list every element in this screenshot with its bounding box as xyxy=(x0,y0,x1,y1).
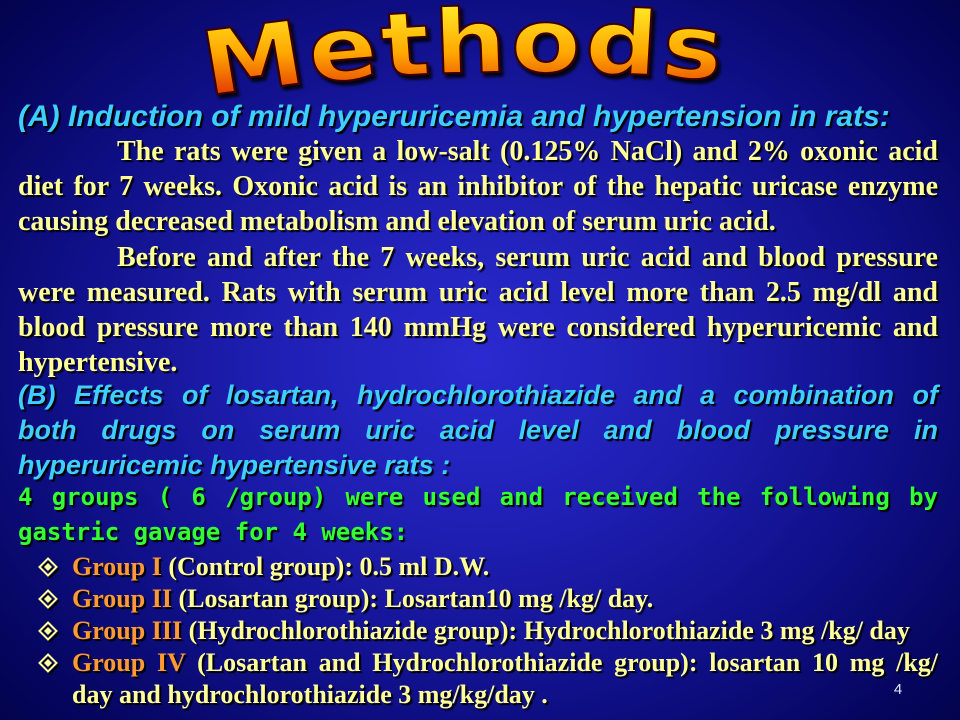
group-label: Group III xyxy=(72,616,183,645)
group-line xyxy=(72,583,938,615)
group-text xyxy=(72,551,938,583)
group-line xyxy=(72,647,938,679)
paragraph-line: diet for 7 weeks. Oxonic acid is an inhibitor of the hepatic uricase enzyme xyxy=(18,171,938,202)
slide-number: 4 xyxy=(893,681,903,698)
paragraph-line: were measured. Rats with serum uric acid level more than 2.5 mg/dl and xyxy=(18,277,938,308)
groups-intro xyxy=(18,480,938,550)
paragraph-line: The rats were given a low-salt (0.125% NaCl) and 2% oxonic acid xyxy=(117,136,938,167)
paragraph-line: hypertensive. xyxy=(18,347,178,378)
heading-line: (B) Effects of losartan, hydrochlorothiazide and a combination of xyxy=(18,380,938,410)
group-line xyxy=(72,615,938,647)
heading-line: both drugs on serum uric acid level and blood pressure in xyxy=(18,415,938,445)
group-item-4 xyxy=(0,647,960,711)
group-item-2 xyxy=(0,583,960,615)
diamond-bullet-icon xyxy=(38,621,58,641)
group-line xyxy=(72,551,938,583)
group-text xyxy=(72,615,938,647)
slide-title xyxy=(0,0,960,112)
group-text xyxy=(72,583,938,615)
group-list xyxy=(0,551,960,711)
intro-line: 4 groups ( 6 /group) were used and received the following by xyxy=(18,483,938,511)
paragraph-line: causing decreased metabolism and elevation of serum uric acid. xyxy=(18,206,776,237)
section-b-heading xyxy=(18,378,938,483)
group-item-3 xyxy=(0,615,960,647)
paragraph-line: blood pressure more than 140 mmHg were considered hyperuricemic and xyxy=(18,312,938,343)
heading-line: hyperuricemic hypertensive rats : xyxy=(18,450,451,480)
diamond-bullet-icon xyxy=(38,589,58,609)
group-label: Group IV xyxy=(72,648,186,677)
group-description: (Hydrochlorothiazide group): Hydrochlorothiazide 3 mg /kg/ day xyxy=(188,616,910,645)
group-item-1 xyxy=(0,551,960,583)
slide-title-text: Methods xyxy=(194,0,732,112)
group-label: Group II xyxy=(72,584,172,613)
diamond-bullet-icon xyxy=(38,557,58,577)
svg-text:Methods xyxy=(194,0,731,112)
section-a-paragraph-1 xyxy=(18,134,938,239)
group-description: (Losartan group): Losartan10 mg /kg/ day. xyxy=(178,584,654,613)
intro-line: gastric gavage for 4 weeks: xyxy=(18,518,409,546)
section-a-paragraph-2 xyxy=(18,240,938,380)
paragraph-line: Before and after the 7 weeks, serum uric acid and blood pressure xyxy=(117,242,938,273)
group-label: Group I xyxy=(72,552,162,581)
group-text xyxy=(72,647,938,711)
diamond-bullet-icon xyxy=(38,653,58,673)
group-description: (Control group): 0.5 ml D.W. xyxy=(168,552,490,581)
section-a-heading: (A) Induction of mild hyperuricemia and hypertension in rats: xyxy=(18,100,890,133)
group-description: (Losartan and Hydrochlorothiazide group): losartan 10 mg /kg/ xyxy=(197,648,938,677)
group-line: day and hydrochlorothiazide 3 mg/kg/day . xyxy=(72,680,548,709)
